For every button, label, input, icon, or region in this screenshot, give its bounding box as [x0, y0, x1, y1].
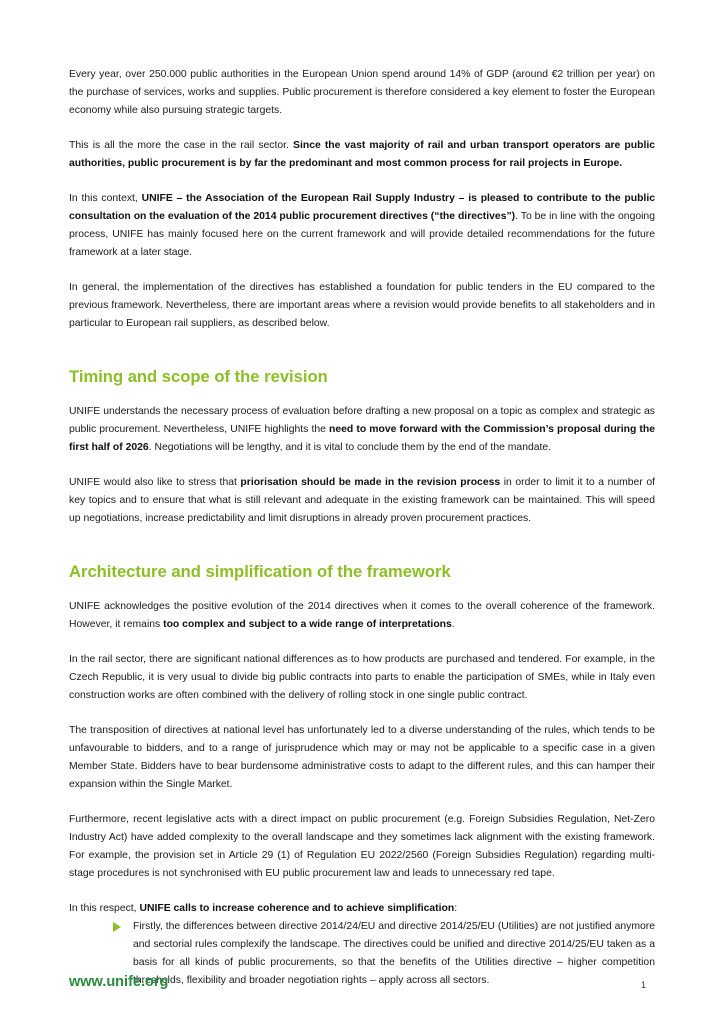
- priorisation-paragraph: UNIFE would also like to stress that priorisation should be made in the revision process in order to limit it to a number of key topics and to ensure that what is still relevant and adequate in the existing framework can be maintained. This will speed up negotiations, increase predictability and limit disruptions in already proven procurement practices.: [69, 477, 655, 524]
- intro-paragraph: Every year, over 250.000 public authorities in the European Union spend around 14% of GDP (around €2 trillion per year) on the purchase of services, works and supplies. Public procurement is therefore considered a key element to foster the European economy while also pursuing strategic targets.: [69, 69, 655, 116]
- timing-paragraph: UNIFE understands the necessary process of evaluation before drafting a new proposal on a topic as complex and strategic as public procurement. Nevertheless, UNIFE highlights the need to move forward with the Commission’s proposal during the first half of 2026. Negotiations will be lengthy, and it is vital to conclude them by the end of the mandate.: [69, 406, 655, 453]
- bullet-text: Firstly, the differences between directive 2014/24/EU and directive 2014/25/EU (Utilities) are not justified anymore and sectorial rules complexify the landscape. The directives could be unified and directive 2014/25/EU taken as a basis for all kinds of public procurements, so that the benefits of the Utilities directive – higher competition thresholds, flexibility and broader negotiation rights – apply across all sectors.: [133, 921, 655, 986]
- rail-sector-paragraph: This is all the more the case in the rail sector. Since the vast majority of rail and urban transport operators are public authorities, public procurement is by far the predominant and most common process for rail projects in Europe.: [69, 140, 656, 169]
- bold-emphasis: too complex and subject to a wide range of interpretations: [163, 619, 452, 630]
- section-heading-timing: Timing and scope of the revision: [69, 367, 328, 386]
- document-body: [69, 66, 655, 990]
- national-differences-paragraph: In the rail sector, there are significant national differences as to how products are purchased and tendered. For example, in the Czech Republic, it is very usual to divide big public contracts into parts to enable the participation of SMEs, while in Italy even construction works are often combined with the delivery of rolling stock in one single public contract.: [69, 654, 655, 701]
- bold-emphasis: Since the vast majority of rail and urban transport operators are public authorities, public procurement is by far the predominant and most common process for rail projects in Europe.: [69, 140, 656, 169]
- footer-website-link[interactable]: www.unife.org: [69, 974, 169, 990]
- bold-emphasis: UNIFE – the Association of the European Rail Supply Industry – is pleased to contribute to the public consultation on the evaluation of the 2014 public procurement directives (“the directives”): [69, 193, 655, 222]
- general-paragraph: In general, the implementation of the directives has established a foundation for public tenders in the EU compared to the previous framework. Nevertheless, there are important areas where a revision would provide benefits to all stakeholders and in particular to European rail suppliers, as described below.: [69, 282, 655, 329]
- context-paragraph: In this context, UNIFE – the Association of the European Rail Supply Industry – is pleased to contribute to the public consultation on the evaluation of the 2014 public procurement directives (“the directives”). To be in line with the ongoing process, UNIFE has mainly focused here on the current framework and will provide detailed recommendations for the future framework at a later stage.: [69, 193, 655, 258]
- coherence-paragraph: UNIFE acknowledges the positive evolution of the 2014 directives when it comes to the overall coherence of the framework. However, it remains too complex and subject to a wide range of interpretations.: [69, 601, 655, 630]
- legislative-acts-paragraph: Furthermore, recent legislative acts with a direct impact on public procurement (e.g. Foreign Subsidies Regulation, Net-Zero Industry Act) have added complexity to the overall landscape and they sometimes lack alignment with the existing framework. For example, the provision set in Article 29 (1) of Regulation EU 2022/2560 (Foreign Subsidies Regulation) regarding multi-stage procedures is not synchronised with EU public procurement law and leads to unnecessary red tape.: [69, 814, 655, 879]
- calls-paragraph: In this respect, UNIFE calls to increase coherence and to achieve simplification:: [69, 903, 458, 914]
- bold-emphasis: need to move forward with the Commission’s proposal during the first half of 2026: [69, 424, 655, 453]
- transposition-paragraph: The transposition of directives at national level has unfortunately led to a diverse understanding of the rules, which tends to be unfavourable to bidders, and to a range of jurisprudence which may or may not be applicable to a specific case in a given Member State. Bidders have to bear burdensome administrative costs to adapt to the different rules, and this can hamper their expansion within the Single Market.: [69, 725, 655, 790]
- bold-emphasis: UNIFE calls to increase coherence and to achieve simplification: [139, 903, 455, 914]
- bold-emphasis: priorisation should be made in the revision process: [240, 477, 501, 488]
- page-number: 1: [641, 980, 647, 990]
- arrow-bullet-icon: [113, 922, 121, 932]
- section-heading-architecture: Architecture and simplification of the framework: [69, 562, 451, 581]
